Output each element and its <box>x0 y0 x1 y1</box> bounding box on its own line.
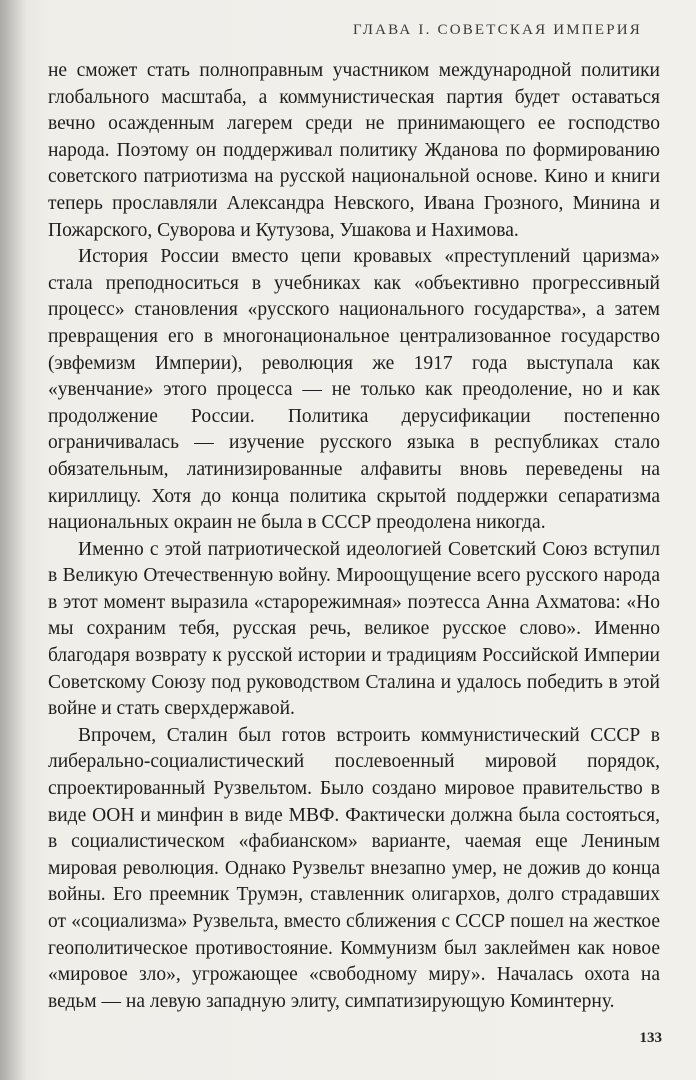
page-number: 133 <box>639 1030 662 1046</box>
paragraph: История России вместо цепи кровавых «преступлений царизма» стала преподноситься в учебниках как «объективно прогрессивный процесс» становления «русского национального государства», а затем превращения его в многонациональное централизованное государство (эвфемизм Империи), революция же 1917 года выступала как «увенчание» этого процесса — не только как преодоление, но и как продолжение России. Политика дерусификации постепенно ограничивалась — изучение русского языка в республиках стало обязательным, латинизированные алфавиты вновь переведены на кириллицу. Хотя до конца политика скрытой поддержки сепаратизма национальных окраин не была в СССР преодолена никогда. <box>48 246 660 534</box>
paragraph: Впрочем, Сталин был готов встроить коммунистический СССР в либерально-социалистический послевоенный мировой порядок, спроектированный Рузвельтом. Было создано мировое правительство в виде ООН и минфин в виде МВФ. Фактически должна была состояться, в социалистическом «фабианском» варианте, чаемая еще Лениным мировая революция. Однако Рузвельт внезапно умер, не дожив до конца войны. Его преемник Трумэн, ставленник олигархов, долго страдавших от «социализма» Рузвельта, вместо сближения с СССР пошел на жесткое геополитическое противостояние. Коммунизм был заклеймен как новое «мировое зло», угрожающее «свободному миру». Началась охота на ведьм — на левую западную элиту, симпатизирующую Коминтерну. <box>48 724 660 1012</box>
running-head: ГЛАВА I. СОВЕТСКАЯ ИМПЕРИЯ <box>353 22 642 38</box>
gutter-shadow <box>0 0 26 1080</box>
paragraph-continuation: не сможет стать полноправным участником международной политики глобального масштаба, а коммунистическая партия будет оставаться вечно осажденным лагерем среди не принимающего ее господство народа. Поэтому он поддерживал политику Жданова по формированию советского патриотизма на русской национальной основе. Кино и книги теперь прославляли Александра Невского, Ивана Грозного, Минина и Пожарского, Суворова и Кутузова, Ушакова и Нахимова. <box>48 60 660 241</box>
paragraph: Именно с этой патриотической идеологией Советский Союз вступил в Великую Отечественную войну. Мироощущение всего русского народа в этот момент выразила «старорежимная» поэтесса Анна Ахматова: «Но мы сохраним тебя, русская речь, великое русское слово». Именно благодаря возврату к русской истории и традициям Российской Империи Советскому Союзу под руководством Сталина и удалось победить в этой войне и стать сверхдержавой. <box>48 538 660 720</box>
body-text <box>48 58 660 1015</box>
